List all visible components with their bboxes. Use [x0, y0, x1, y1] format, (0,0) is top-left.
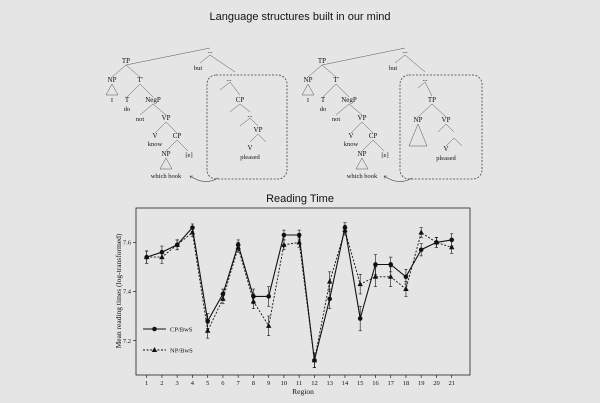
- x-tick-label: 1: [145, 380, 149, 387]
- y-tick-label: 7.4: [122, 288, 131, 296]
- node-ellipsis: ...: [247, 111, 253, 119]
- x-tick-label: 8: [251, 380, 256, 387]
- node-tbar: T': [333, 76, 339, 84]
- x-tick-label: 6: [221, 380, 225, 387]
- x-tick-label: 7: [236, 380, 240, 387]
- node-np: NP: [413, 116, 423, 124]
- x-tick-label: 19: [417, 380, 425, 387]
- x-tick-label: 11: [296, 380, 303, 387]
- data-point: [251, 298, 256, 303]
- node-tp: TP: [121, 57, 131, 65]
- legend-triangle-marker: [152, 347, 157, 352]
- node-vp: VP: [357, 114, 367, 122]
- node-vp: VP: [253, 126, 263, 134]
- data-point: [373, 274, 378, 279]
- data-point: [419, 247, 424, 252]
- word-i: I: [110, 97, 114, 104]
- data-point: [404, 274, 409, 279]
- data-point: [449, 244, 454, 249]
- data-point: [266, 294, 271, 299]
- word-but: but: [193, 65, 203, 72]
- x-tick-label: 16: [372, 380, 379, 387]
- legend-label-np: NP/BwS: [170, 347, 193, 355]
- x-tick-label: 2: [160, 380, 164, 387]
- node-tp: TP: [317, 57, 327, 65]
- node-vp: VP: [441, 116, 451, 124]
- node-np: NP: [107, 76, 117, 84]
- x-tick-label: 10: [280, 380, 288, 387]
- node-tbar: T': [137, 76, 143, 84]
- x-tick-label: 4: [190, 380, 195, 387]
- x-tick-label: 5: [206, 380, 210, 387]
- word-but: but: [388, 65, 398, 72]
- word-not: not: [331, 116, 341, 123]
- node-v: V: [247, 144, 253, 152]
- x-tick-label: 3: [175, 380, 179, 387]
- node-ellipsis: ...: [422, 75, 428, 83]
- word-which-book: which book: [150, 173, 182, 180]
- node-t: T: [320, 96, 326, 104]
- x-axis-label: Region: [292, 387, 314, 396]
- data-point: [373, 262, 378, 267]
- word-pleased: pleased: [436, 155, 456, 162]
- data-point: [357, 281, 362, 286]
- node-t: T: [124, 96, 130, 104]
- node-negp: NegP: [145, 96, 161, 104]
- data-point: [296, 239, 301, 244]
- word-know: know: [147, 141, 163, 148]
- series-np-bws: [144, 225, 454, 367]
- word-i: I: [306, 97, 310, 104]
- node-vp: VP: [161, 114, 171, 122]
- data-point: [418, 230, 423, 235]
- x-tick-label: 9: [267, 380, 271, 387]
- node-cp: CP: [368, 132, 378, 140]
- data-point: [388, 262, 393, 267]
- x-tick-label: 20: [433, 380, 440, 387]
- word-pleased: pleased: [240, 154, 260, 161]
- word-know: know: [343, 141, 359, 148]
- word-gap: [e]: [381, 152, 389, 159]
- word-not: not: [135, 116, 145, 123]
- data-point: [205, 328, 210, 333]
- x-tick-label: 12: [311, 380, 318, 387]
- chart-title: Reading Time: [266, 193, 334, 205]
- node-v: V: [152, 132, 158, 140]
- node-v: V: [443, 145, 449, 153]
- data-point: [403, 286, 408, 291]
- data-point: [327, 279, 332, 284]
- node-np: NP: [303, 76, 313, 84]
- node-cp: CP: [235, 96, 245, 104]
- x-tick-label: 13: [326, 380, 333, 387]
- legend: [143, 327, 193, 355]
- node-tp: TP: [427, 96, 437, 104]
- y-tick-label: 7.2: [122, 337, 131, 345]
- node-cp: CP: [172, 132, 182, 140]
- y-tick-label: 7.6: [122, 239, 131, 247]
- diagram-title: Language structures built in our mind: [209, 11, 391, 23]
- x-tick-label: 15: [356, 380, 364, 387]
- data-point: [159, 254, 164, 259]
- x-tick-label: 14: [341, 380, 349, 387]
- y-axis-label: Mean reading times (log-transformed): [114, 233, 123, 349]
- word-which-book: which book: [346, 173, 378, 180]
- data-point: [327, 297, 332, 302]
- node-ellipsis: ...: [402, 47, 408, 55]
- data-point: [282, 233, 287, 238]
- node-v: V: [348, 132, 354, 140]
- data-point: [297, 233, 302, 238]
- data-point: [388, 274, 393, 279]
- data-point: [358, 316, 363, 321]
- word-do: do: [123, 106, 131, 113]
- x-tick-label: 17: [387, 380, 394, 387]
- node-ellipsis: ...: [207, 47, 213, 55]
- word-do: do: [319, 106, 327, 113]
- node-negp: NegP: [341, 96, 357, 104]
- node-np: NP: [357, 150, 367, 158]
- word-gap: [e]: [185, 152, 193, 159]
- x-tick-label: 18: [402, 380, 410, 387]
- legend-circle-marker: [152, 327, 157, 332]
- node-np: NP: [161, 150, 171, 158]
- node-ellipsis: ...: [226, 75, 232, 83]
- legend-label-cp: CP/BwS: [170, 326, 193, 334]
- x-tick-label: 21: [448, 380, 455, 387]
